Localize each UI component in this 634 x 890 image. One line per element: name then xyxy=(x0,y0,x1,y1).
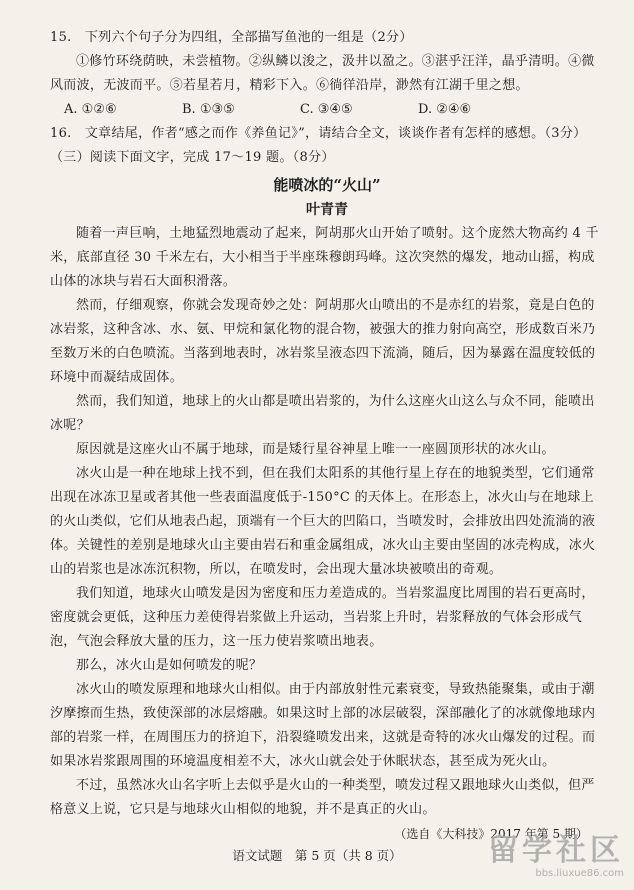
watermark-logo: 留学社区 xyxy=(488,833,624,868)
watermark-url: bbs.liuxue86.com xyxy=(535,868,624,879)
article-paragraph-8: 冰火山的喷发原理和地球火山相似。由于内部放射性元素衰变，导致热能聚集，或由于潮汐摩擦而生热，致使深部的冰层熔融。如果这时上部的冰层破裂，深部融化了的冰就像地球内部的岩浆一样，在周围压力的挤迫下，沿裂缝喷发出来，这就是奇特的冰火山爆发的过程。而如果冰岩浆跟周围的环境温度相差不大，冰火山就会处于休眠状态，甚至成为死火山。 xyxy=(50,682,596,769)
article-paragraph-1: 随着一声巨响，土地猛烈地震动了起来，阿胡那火山开始了喷射。这个庞然大物高约 4 千米，底部直径 30 千米左右，大小相当于半座珠穆朗玛峰。这次突然的爆发，地动山摇，构成山体的冰块与岩石大面积滑落。 xyxy=(50,226,599,289)
option-a: A. ①②⑥ xyxy=(64,102,117,117)
question-15-sentences: ①修竹环绕荫映，未尝植物。②纵鳞以浚之，汲井以盈之。③湛乎汪洋，晶乎清明。④微风而波，无波而平。⑤若星若月，精彩下入。⑥徜徉沿岸，渺然有江湖千里之想。 xyxy=(50,54,595,93)
article-source: （选自《大科技》2017 年第 5 期） xyxy=(394,827,588,841)
option-d: D. ②④⑥ xyxy=(418,102,472,117)
article-title: 能喷冰的“火山” xyxy=(273,176,381,194)
option-c: C. ③④⑤ xyxy=(300,102,353,117)
question-15-stem: 15. 下列六个句子分为四组，全部描写鱼池的一组是（2分） xyxy=(50,30,413,45)
question-15-options xyxy=(64,98,604,122)
section-3-heading: （三）阅读下面文字，完成 17～19 题。（8分） xyxy=(50,150,335,165)
article-paragraph-7: 那么，冰火山是如何喷发的呢？ xyxy=(76,658,263,673)
option-b: B. ①③⑤ xyxy=(182,102,235,117)
article-paragraph-4: 原因就是这座火山不属于地球，而是矮行星谷神星上唯一一座圆顶形状的冰火山。 xyxy=(76,442,555,457)
article-paragraph-9: 不过，虽然冰火山名字听上去似乎是火山的一种类型，喷发过程又跟地球火山类似，但严格意义上说，它只是与地球火山相似的地貌，并不是真正的火山。 xyxy=(50,778,595,817)
site-watermark xyxy=(424,834,624,882)
article-author: 叶青青 xyxy=(306,202,348,218)
article-paragraph-5: 冰火山是一种在地球上找不到，但在我们太阳系的其他行星上存在的地貌类型，它们通常出现在冰冻卫星或者其他一些表面温度低于-150°C 的天体上。在形态上，冰火山与在地球上的火山类似，它们从地表凸起，顶端有一个巨大的凹陷口，当喷发时，会排放出四处流淌的液体。关键性的差别是地球火山主要由岩石和重金属组成，冰火山主要由坚固的冰壳构成，冰火山的岩浆也是冰冻沉积物，所以，在喷发时，会出现大量冰块被喷出的奇观。 xyxy=(50,466,596,577)
question-16: 16. 文章结尾，作者“感之而作《养鱼记》”，请结合全文，谈谈作者有怎样的感想。（3分） xyxy=(50,126,587,141)
page-footer: 语文试题 第 5 页（共 8 页） xyxy=(232,848,402,863)
article-paragraph-2: 然而，仔细观察，你就会发现奇妙之处：阿胡那火山喷出的不是赤红的岩浆，竟是白色的冰岩浆，这种含冰、水、氨、甲烷和氯化物的混合物，被强大的推力射向高空，形成数百米乃至数万米的白色喷流。当落到地表时，冰岩浆呈液态四下流淌，随后，因为暴露在温度较低的环境中而凝结成固体。 xyxy=(50,298,596,385)
article-paragraph-6: 我们知道，地球火山喷发是因为密度和压力差造成的。当岩浆温度比周围的岩石更高时，密度就会更低，这种压力差使得岩浆做上升运动，当岩浆上升时，岩浆释放的气体会形成气泡，气泡会释放大量的压力，这一压力使岩浆喷出地表。 xyxy=(50,586,595,649)
article-paragraph-3: 然而，我们知道，地球上的火山都是喷出岩浆的，为什么这座火山这么与众不同，能喷出冰呢？ xyxy=(50,394,595,433)
